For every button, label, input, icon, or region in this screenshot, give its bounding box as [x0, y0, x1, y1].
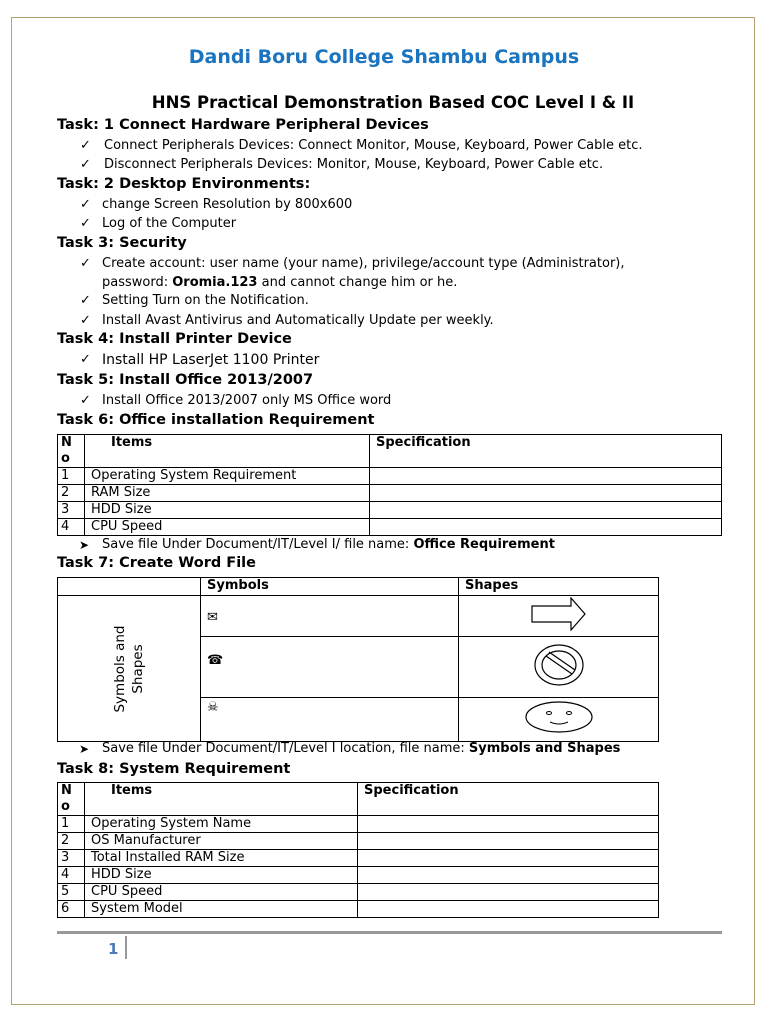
check-icon: ✓ [80, 293, 91, 308]
table-cell-spec[interactable] [358, 901, 659, 918]
table-cell-no: 2 [58, 833, 85, 850]
table-header-items: Items [85, 783, 358, 816]
page-number-divider [125, 936, 127, 959]
task3-item-1-line1: Create account: user name (your name), privilege/account type (Administrator), [102, 256, 625, 271]
table-header-symbols: Symbols [201, 578, 459, 596]
table-header-spec: Specification [358, 783, 659, 816]
table-cell-spec[interactable] [370, 519, 722, 536]
task3-item-2: Setting Turn on the Notification. [102, 293, 309, 308]
document-title: HNS Practical Demonstration Based COC Level I & II [151, 93, 635, 112]
task5-item-1: Install Office 2013/2007 only MS Office word [102, 393, 392, 408]
table-header-no: N o [58, 783, 85, 816]
table-cell-no: 1 [58, 468, 85, 485]
envelope-icon: ✉ [201, 596, 459, 637]
table-header-items: Items [85, 435, 370, 468]
table-cell-no: 2 [58, 485, 85, 502]
table-cell-no: 4 [58, 519, 85, 536]
smiley-face-icon [524, 700, 594, 734]
arrow-bullet-icon: ➤ [79, 742, 90, 756]
table-cell-item: HDD Size [85, 867, 358, 884]
task2-item-2: Log of the Computer [102, 216, 237, 231]
footer-divider [57, 931, 722, 934]
table-cell-item: Total Installed RAM Size [85, 850, 358, 867]
table-cell-no: 4 [58, 867, 85, 884]
table-cell-spec[interactable] [370, 502, 722, 519]
page-number: 1 [108, 940, 119, 958]
table-cell-no: 5 [58, 884, 85, 901]
task2-item-1: change Screen Resolution by 800x600 [102, 197, 353, 212]
task1-item-1: Connect Peripherals Devices: Connect Monitor, Mouse, Keyboard, Power Cable etc. [104, 138, 643, 153]
table-cell-no: 6 [58, 901, 85, 918]
smiley-face-shape [459, 698, 659, 742]
task1-item-2: Disconnect Peripherals Devices: Monitor, Mouse, Keyboard, Power Cable etc. [104, 157, 604, 172]
table-header-shapes: Shapes [459, 578, 659, 596]
table-cell-item: System Model [85, 901, 358, 918]
table-cell-spec[interactable] [358, 833, 659, 850]
table-cell-item: HDD Size [85, 502, 370, 519]
table-cell-spec[interactable] [358, 816, 659, 833]
table-header-no: N o [58, 435, 85, 468]
check-icon: ✓ [80, 352, 91, 367]
skull-icon: ☠ [201, 698, 459, 742]
task5-heading: Task 5: Install Office 2013/2007 [57, 372, 314, 388]
password-value: Oromia.123 [172, 275, 258, 290]
check-icon: ✓ [80, 256, 91, 271]
task2-heading: Task: 2 Desktop Environments: [57, 176, 311, 192]
table-cell-item: OS Manufacturer [85, 833, 358, 850]
table-cell-spec[interactable] [370, 468, 722, 485]
task6-heading: Task 6: Office installation Requirement [57, 412, 375, 428]
table-header-spec: Specification [370, 435, 722, 468]
table-header-blank [58, 578, 201, 596]
task1-heading: Task: 1 Connect Hardware Peripheral Devices [57, 117, 429, 133]
task3-heading: Task 3: Security [57, 235, 187, 251]
side-label: Symbols and Shapes [112, 625, 146, 713]
arrow-bullet-icon: ➤ [79, 538, 90, 552]
no-symbol-icon [533, 643, 585, 687]
check-icon: ✓ [80, 313, 91, 328]
table-cell-spec[interactable] [358, 867, 659, 884]
check-icon: ✓ [80, 393, 91, 408]
task6-save-note: Save file Under Document/IT/Level I/ file name: Office Requirement [102, 537, 555, 552]
side-label-cell [58, 596, 201, 742]
table-cell-no: 3 [58, 850, 85, 867]
right-arrow-shape [459, 596, 659, 637]
check-icon: ✓ [80, 138, 91, 153]
college-name: Dandi Boru College Shambu Campus [188, 46, 580, 68]
table-cell-item: CPU Speed [85, 519, 370, 536]
system-requirement-table [57, 782, 659, 918]
table-cell-spec[interactable] [358, 884, 659, 901]
no-symbol-shape [459, 637, 659, 698]
task3-item-1-line2: password: Oromia.123 and cannot change him or he. [102, 275, 458, 290]
table-cell-no: 1 [58, 816, 85, 833]
task7-save-note: Save file Under Document/IT/Level I location, file name: Symbols and Shapes [102, 741, 621, 756]
check-icon: ✓ [80, 197, 91, 212]
task4-item-1: Install HP LaserJet 1100 Printer [102, 352, 320, 368]
check-icon: ✓ [80, 157, 91, 172]
right-arrow-icon [531, 597, 587, 631]
check-icon: ✓ [80, 216, 91, 231]
table-cell-item: RAM Size [85, 485, 370, 502]
task8-heading: Task 8: System Requirement [57, 761, 291, 777]
table-cell-item: Operating System Requirement [85, 468, 370, 485]
task4-heading: Task 4: Install Printer Device [57, 331, 292, 347]
table-cell-spec[interactable] [358, 850, 659, 867]
task3-item-3: Install Avast Antivirus and Automatically Update per weekly. [102, 313, 494, 328]
table-cell-item: CPU Speed [85, 884, 358, 901]
office-requirement-table [57, 434, 722, 536]
table-cell-spec[interactable] [370, 485, 722, 502]
symbols-shapes-table [57, 577, 659, 742]
table-cell-no: 3 [58, 502, 85, 519]
telephone-icon: ☎ [201, 637, 459, 698]
task7-heading: Task 7: Create Word File [57, 555, 256, 571]
table-cell-item: Operating System Name [85, 816, 358, 833]
